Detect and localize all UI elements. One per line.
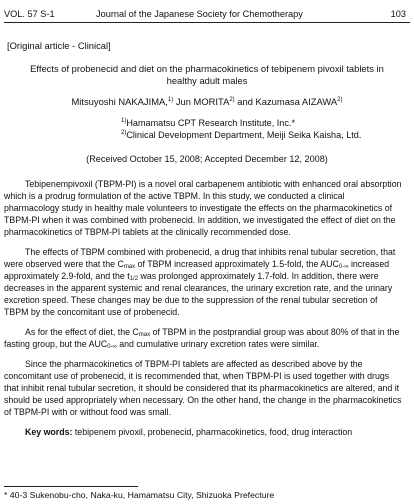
running-header	[4, 8, 410, 22]
affiliation-item	[121, 129, 361, 141]
abstract-paragraph: Tebipenempivoxil (TBPM-PI) is a novel oral carbapenem antibiotic with enhanced oral absorption which is a prodrug formulation of the active TBPM. In this study, we conducted a clinical pharmacology study in healthy male volunteers to investigate the effects on the pharmacokinetics of TBPM-PI when it was combined with probenecid. In addition, we investigated the effect of diet on the pharmacokinetics of TBPM-PI tablets at the clinically recommended dose.	[4, 179, 402, 237]
article-category: [Original article - Clinical]	[7, 40, 111, 51]
keywords	[4, 426, 402, 438]
abstract-paragraph	[4, 246, 402, 318]
page-number: 103	[390, 9, 406, 19]
volume-label: VOL. 57 S-1	[4, 9, 55, 19]
abstract-text: increased approximately 2.9-fold, and the t	[4, 259, 390, 281]
abstract	[4, 178, 402, 446]
affiliation-text: Clinical Development Department, Meiji Seika Kaisha, Ltd.	[126, 130, 362, 140]
subscript: max	[123, 264, 136, 270]
author-line	[0, 96, 414, 108]
affiliation-text: Hamamatsu CPT Research Institute, Inc.*	[126, 118, 295, 128]
abstract-text: The effects of TBPM combined with probenecid, a drug that inhibits renal tubular secretion, that were observed were that the C	[4, 247, 396, 269]
author-name: Jun MORITA	[173, 96, 230, 107]
abstract-paragraph: Since the pharmacokinetics of TBPM-PI tablets are affected as described above by the concomitant use of probenecid, it is recommended that, when TBPM-PI is used together with drugs that inhibit renal tubular secretion, it should be considered that its pharmacokinetics are altered, and it should be used appropriately when necessary. On the other hand, the change in the pharmacokinetics of TBPM-PI with or without food was small.	[4, 359, 402, 417]
subscript: max	[138, 332, 151, 338]
affiliation-mark: 2)	[121, 130, 127, 136]
abstract-text: and cumulative urinary excretion rates were similar.	[116, 339, 320, 349]
subscript: 0-∞	[107, 344, 117, 350]
affiliation-mark: 1)	[121, 118, 127, 124]
footnote: * 40-3 Sukenobu-cho, Naka-ku, Hamamatsu City, Shizuoka Prefecture	[4, 490, 275, 500]
author-affiliation-mark: 2)	[229, 97, 235, 103]
subscript: 0-∞	[338, 264, 349, 270]
header-divider	[4, 22, 410, 23]
abstract-text: of TBPM in the postprandial group was about 80% of that in the fasting group, but the AUC	[4, 327, 400, 349]
footnote-divider	[4, 486, 138, 487]
abstract-paragraph	[4, 326, 402, 350]
affiliation-item	[121, 117, 361, 129]
affiliations	[121, 117, 361, 141]
abstract-text: of TBPM increased approximately 1.5-fold, the AUC	[135, 259, 339, 269]
author-name: Mitsuyoshi NAKAJIMA,	[71, 96, 168, 107]
keywords-label: Key words:	[25, 427, 73, 437]
author-name: and Kazumasa AIZAWA	[234, 96, 338, 107]
author-affiliation-mark: 1)	[167, 97, 174, 103]
author-affiliation-mark: 2)	[337, 97, 343, 103]
received-accepted-dates: (Received October 15, 2008; Accepted December 12, 2008)	[86, 154, 328, 164]
keywords-list: tebipenem pivoxil, probenecid, pharmacokinetics, food, drug interaction	[72, 427, 353, 437]
journal-name: Journal of the Japanese Society for Chemotherapy	[96, 9, 303, 19]
abstract-text: was prolonged approximately 1.7-fold. In addition, there were decreases in the apparent systemic and renal clearances, the urinary excretion rate, and the urinary excretion speed. These changes may be due to the suppression of the renal tubular secretion of TBPM by the concomitant use of probenecid.	[4, 271, 393, 317]
abstract-text: As for the effect of diet, the C	[25, 327, 139, 337]
article-title: Effects of probenecid and diet on the pharmacokinetics of tebipenem pivoxil tablets in healthy adult males	[30, 63, 384, 86]
subscript: 1/2	[129, 276, 139, 282]
